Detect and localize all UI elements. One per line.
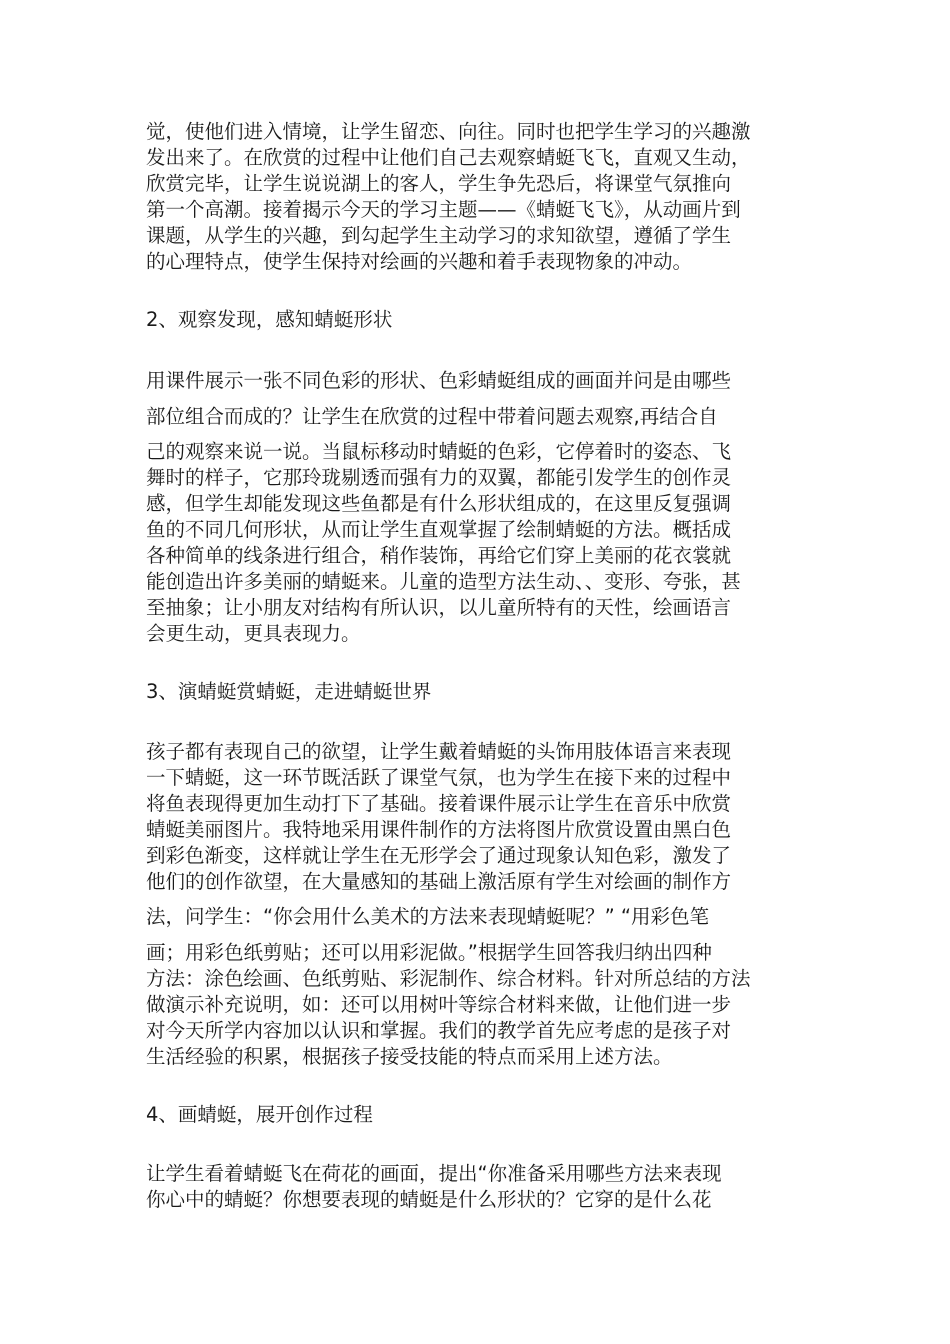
text-line: 做演示补充说明，如：还可以用树叶等综合材料来做，让他们进一步 — [146, 993, 732, 1016]
text-line: 孩子都有表现自己的欲望，让学生戴着蜻蜓的头饰用肢体语言来表现 — [146, 740, 732, 763]
text-line: 用课件展示一张不同色彩的形状、色彩蜻蜓组成的画面并问是由哪些 — [146, 369, 732, 392]
text-line: 鱼的不同几何形状，从而让学生直观掌握了绘制蜻蜓的方法。概括成 — [146, 518, 732, 541]
text-line: 生活经验的积累，根据孩子接受技能的特点而采用上述方法。 — [146, 1045, 673, 1068]
text-line: 己的观察来说一说。当鼠标移动时蜻蜓的色彩，它停着时的姿态、飞 — [146, 440, 732, 463]
text-line: 他们的创作欲望，在大量感知的基础上激活原有学生对绘画的制作方 — [146, 870, 732, 893]
text-line: 到彩色渐变，这样就让学生在无形学会了通过现象认知色彩，激发了 — [146, 844, 732, 867]
text-line: 的心理特点，使学生保持对绘画的兴趣和着手表现物象的冲动。 — [146, 250, 693, 273]
text-line: 会更生动，更具表现力。 — [146, 622, 361, 645]
text-line: 画；用彩色纸剪贴；还可以用彩泥做。”根据学生回答我归纳出四种 — [146, 941, 712, 964]
text-line: 将鱼表现得更加生动打下了基础。接着课件展示让学生在音乐中欣赏 — [146, 792, 732, 815]
section-heading: 3、演蜻蜓赏蜻蜓，走进蜻蜓世界 — [146, 680, 432, 703]
text-line: 发出来了。在欣赏的过程中让他们自己去观察蜻蜓飞飞，直观又生动， — [146, 146, 751, 169]
text-line: 欣赏完毕，让学生说说湖上的客人，学生争先恐后，将课堂气氛推向 — [146, 172, 732, 195]
text-line: 能创造出许多美丽的蜻蜓来。儿童的造型方法生动、、变形、夸张，甚 — [146, 570, 741, 593]
text-line: 你心中的蜻蜓？你想要表现的蜻蜓是什么形状的？它穿的是什么花 — [146, 1188, 712, 1211]
section-heading: 4、画蜻蜓，展开创作过程 — [146, 1103, 373, 1126]
text-line: 方法：涂色绘画、色纸剪贴、彩泥制作、综合材料。针对所总结的方法 — [146, 967, 751, 990]
text-line: 各种简单的线条进行组合，稍作装饰，再给它们穿上美丽的花衣裳就 — [146, 544, 732, 567]
text-line: 课题，从学生的兴趣，到勾起学生主动学习的求知欲望，遵循了学生 — [146, 224, 732, 247]
text-line: 一下蜻蜓，这一环节既活跃了课堂气氛，也为学生在接下来的过程中 — [146, 766, 732, 789]
text-line: 对今天所学内容加以认识和掌握。我们的教学首先应考虑的是孩子对 — [146, 1019, 732, 1042]
section-heading: 2、观察发现，感知蜻蜓形状 — [146, 308, 393, 331]
text-line: 法，问学生：“你会用什么美术的方法来表现蜻蜓呢？” “用彩色笔 — [146, 905, 710, 928]
text-line: 让学生看着蜻蜓飞在荷花的画面，提出“你准备采用哪些方法来表现 — [146, 1162, 722, 1185]
text-line: 第一个高潮。接着揭示今天的学习主题——《蜻蜓飞飞》，从动画片到 — [146, 198, 741, 221]
text-line: 蜻蜓美丽图片。我特地采用课件制作的方法将图片欣赏设置由黑白色 — [146, 818, 732, 841]
text-line: 部位组合而成的？让学生在欣赏的过程中带着问题去观察,再结合自 — [146, 405, 718, 428]
text-line: 舞时的样子，它那玲珑剔透而强有力的双翼，都能引发学生的创作灵 — [146, 466, 732, 489]
text-line: 至抽象；让小朋友对结构有所认识，以儿童所特有的天性，绘画语言 — [146, 596, 732, 619]
text-line: 觉，使他们进入情境，让学生留恋、向往。同时也把学生学习的兴趣激 — [146, 120, 751, 143]
text-line: 感，但学生却能发现这些鱼都是有什么形状组成的，在这里反复强调 — [146, 492, 732, 515]
